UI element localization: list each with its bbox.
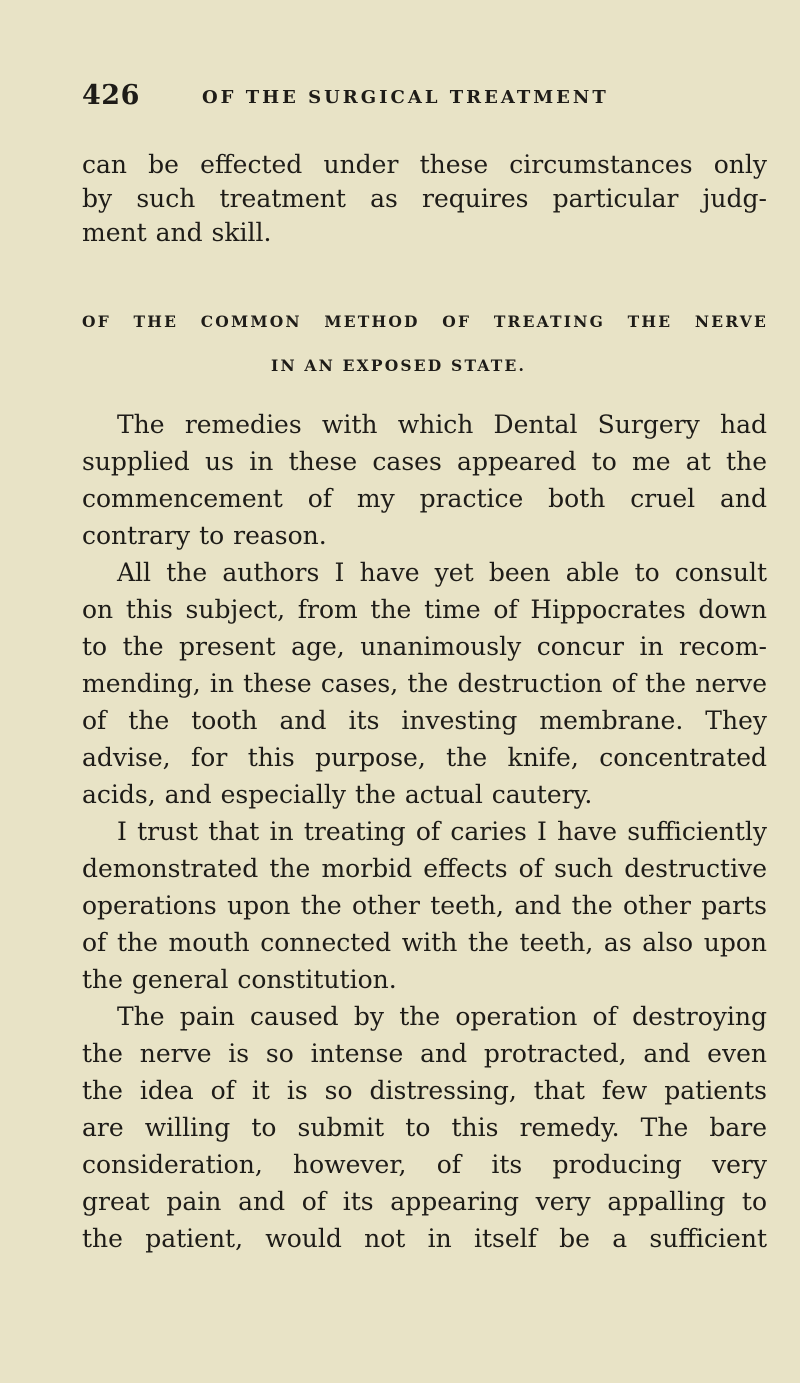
section-heading-line-1: OF THE COMMON METHOD OF TREATING THE NERVE bbox=[82, 312, 768, 331]
text-line: the idea of it is so distressing, that few patients bbox=[82, 1076, 767, 1105]
text-line: to the present age, unanimously concur in recom- bbox=[82, 632, 767, 661]
text-line: The pain caused by the operation of destroying bbox=[117, 1002, 767, 1031]
running-head: OF THE SURGICAL TREATMENT bbox=[202, 87, 609, 108]
text-line: on this subject, from the time of Hippocrates down bbox=[82, 595, 767, 624]
text-line: the general constitution. bbox=[82, 965, 397, 994]
page-number: 426 bbox=[82, 80, 140, 111]
text-line: operations upon the other teeth, and the other parts bbox=[82, 891, 767, 920]
text-line: are willing to submit to this remedy. The bare bbox=[82, 1113, 767, 1142]
text-line: contrary to reason. bbox=[82, 521, 327, 550]
text-line: supplied us in these cases appeared to me at the bbox=[82, 447, 767, 476]
text-line: advise, for this purpose, the knife, concentrated bbox=[82, 743, 767, 772]
text-line: All the authors I have yet been able to consult bbox=[117, 558, 767, 587]
text-line: great pain and of its appearing very appalling to bbox=[82, 1187, 767, 1216]
text-line: acids, and especially the actual cautery. bbox=[82, 780, 593, 809]
text-line: the nerve is so intense and protracted, and even bbox=[82, 1039, 767, 1068]
text-line: commencement of my practice both cruel and bbox=[82, 484, 767, 513]
page-header bbox=[82, 80, 762, 120]
text-line: by such treatment as requires particular judg- bbox=[82, 184, 767, 213]
text-line: I trust that in treating of caries I have sufficiently bbox=[117, 817, 767, 846]
text-line: of the tooth and its investing membrane. They bbox=[82, 706, 767, 735]
text-line: consideration, however, of its producing very bbox=[82, 1150, 767, 1179]
section-heading-line-2: IN AN EXPOSED STATE. bbox=[271, 356, 527, 375]
text-line: mending, in these cases, the destruction of the nerve bbox=[82, 669, 767, 698]
text-line: demonstrated the morbid effects of such destructive bbox=[82, 854, 767, 883]
text-line: the patient, would not in itself be a sufficient bbox=[82, 1224, 767, 1253]
text-line: of the mouth connected with the teeth, as also upon bbox=[82, 928, 767, 957]
text-line: ment and skill. bbox=[82, 218, 272, 247]
text-line: can be effected under these circumstances only bbox=[82, 150, 767, 179]
text-line: The remedies with which Dental Surgery had bbox=[117, 410, 767, 439]
